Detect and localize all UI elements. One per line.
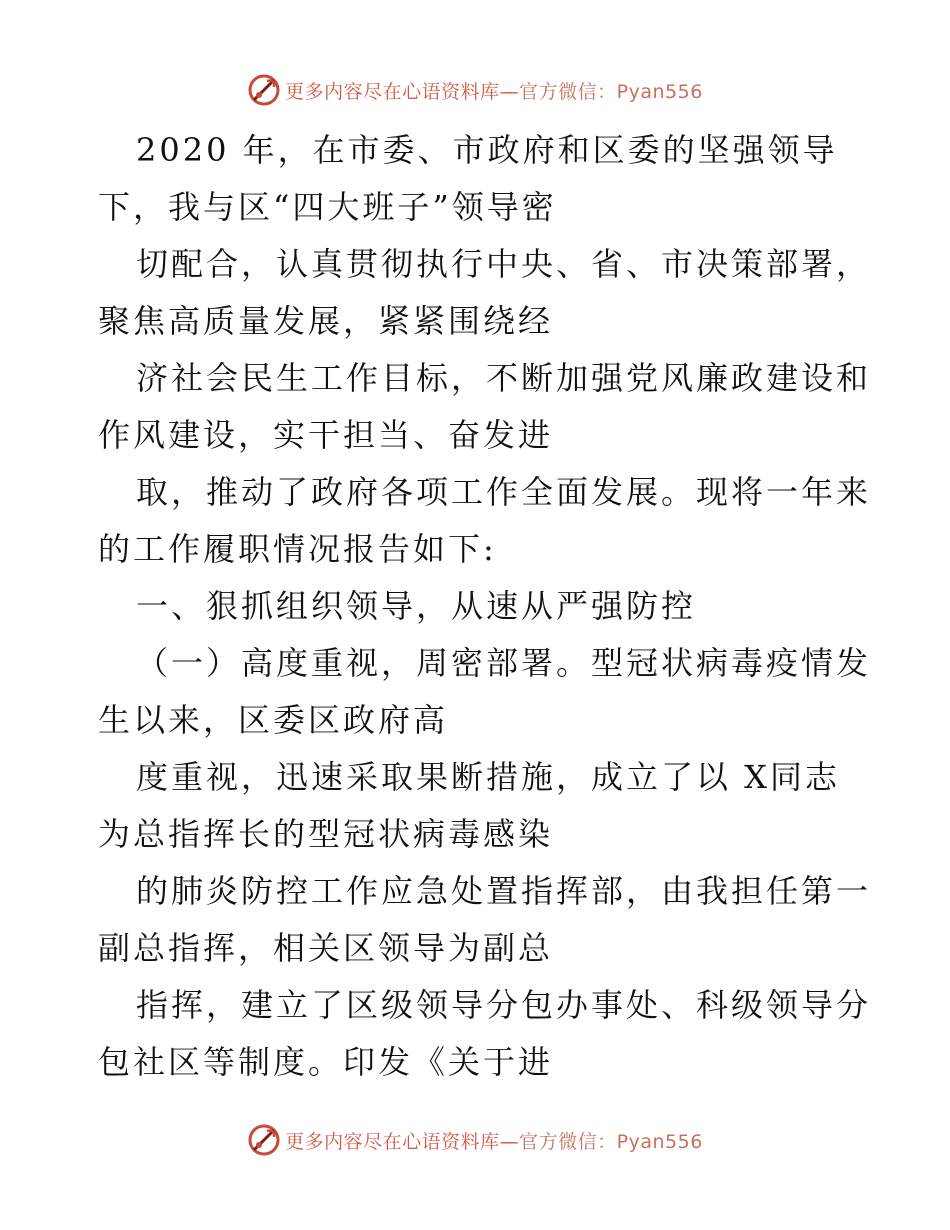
body-line-14: 的肺炎防控工作应急处置指挥部，由我担任第一 bbox=[136, 872, 872, 910]
body-line-11: 生以来，区委区政府高 bbox=[98, 701, 449, 739]
body-line-7: 取，推动了政府各项工作全面发展。现将一年来 bbox=[136, 473, 872, 511]
body-line-1: 2020 年，在市委、市政府和区委的坚强领导 bbox=[136, 131, 838, 169]
watermark-wechat: 官方微信：Pyan556 bbox=[519, 1130, 703, 1153]
body-line-4: 聚焦高质量发展，紧紧围绕经 bbox=[98, 302, 554, 340]
body-line-17: 包社区等制度。印发《关于进 bbox=[98, 1043, 554, 1081]
body-line-3: 切配合，认真贯彻执行中央、省、市决策部署， bbox=[136, 245, 872, 283]
header-watermark-banner bbox=[0, 70, 950, 110]
footer-watermark-banner bbox=[0, 1120, 950, 1160]
body-line-13: 为总指挥长的型冠状病毒感染 bbox=[98, 815, 554, 853]
body-line-2: 下，我与区“四大班子”领导密 bbox=[98, 188, 557, 226]
body-line-5: 济社会民生工作目标，不断加强党风廉政建设和 bbox=[136, 359, 872, 397]
section-heading: 一、狠抓组织领导，从速从严强防控 bbox=[136, 587, 697, 625]
body-line-6: 作风建设，实干担当、奋发进 bbox=[98, 416, 554, 454]
body-line-8: 的工作履职情况报告如下: bbox=[98, 530, 497, 568]
watermark-site: 更多内容尽在心语资料库— bbox=[285, 1130, 520, 1153]
document-body bbox=[98, 122, 872, 1091]
watermark-wechat: 官方微信：Pyan556 bbox=[519, 80, 703, 103]
watermark-text bbox=[285, 1127, 703, 1154]
body-line-15: 副总指挥，相关区领导为副总 bbox=[98, 929, 554, 967]
body-line-10: （一）高度重视，周密部署。型冠状病毒疫情发 bbox=[136, 644, 872, 682]
quill-seal-logo-icon bbox=[247, 1123, 281, 1157]
watermark-text bbox=[285, 77, 703, 104]
body-line-12: 度重视，迅速采取果断措施，成立了以 X同志 bbox=[136, 758, 840, 796]
body-line-16: 指挥，建立了区级领导分包办事处、科级领导分 bbox=[136, 986, 872, 1024]
quill-seal-logo-icon bbox=[247, 73, 281, 107]
watermark-site: 更多内容尽在心语资料库— bbox=[285, 80, 520, 103]
